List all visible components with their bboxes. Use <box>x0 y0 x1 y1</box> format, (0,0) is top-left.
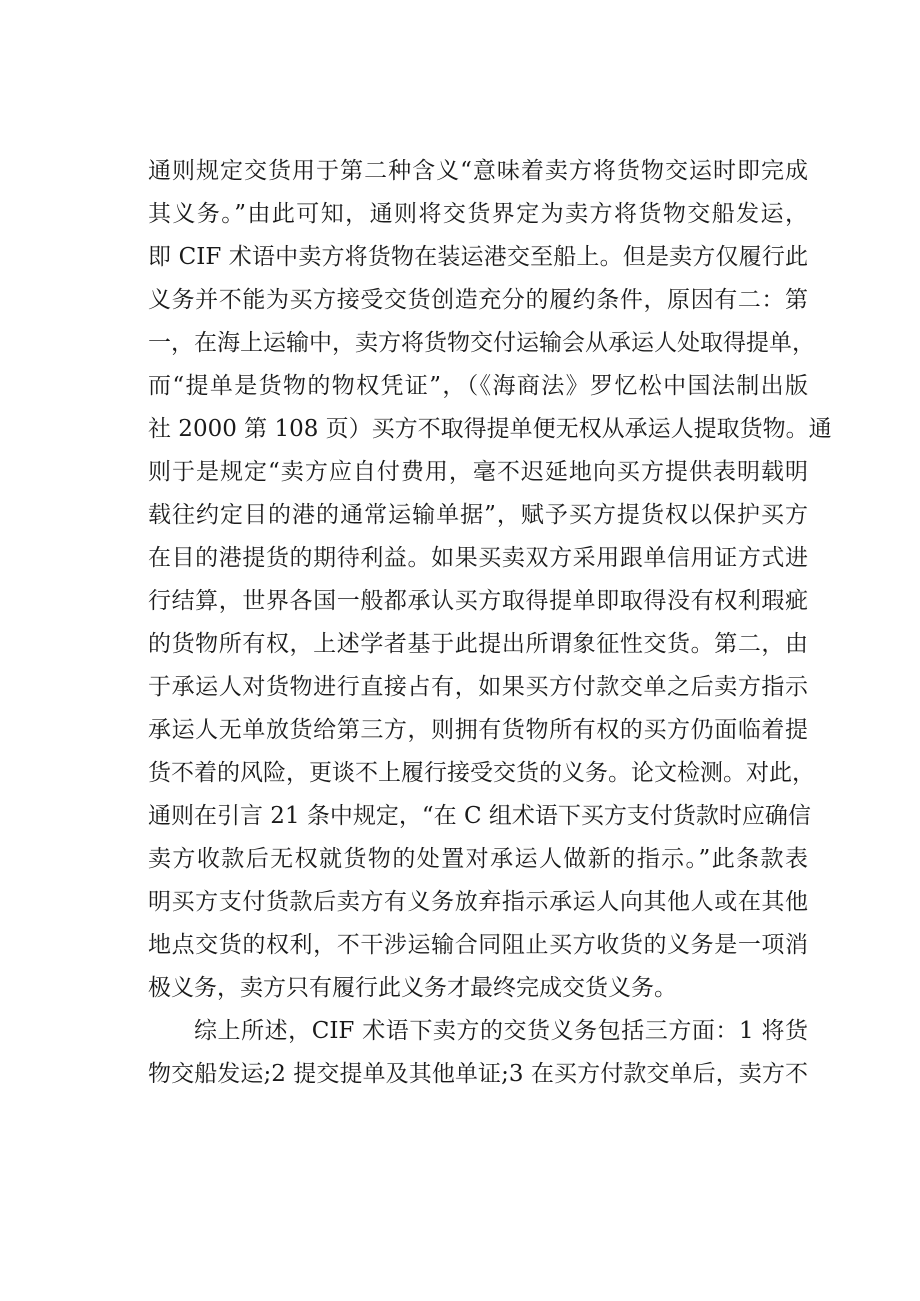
paragraph-1 <box>148 150 832 1010</box>
paragraph-2 <box>148 1010 808 1096</box>
text-line: 的货物所有权，上述学者基于此提出所谓象征性交货。第二，由 <box>148 631 808 657</box>
text-line: 于承运人对货物进行直接占有，如果买方付款交单之后卖方指示 <box>148 674 808 700</box>
text-line: 极义务，卖方只有履行此义务才最终完成交货义务。 <box>148 975 677 1001</box>
text-line: 在目的港提货的期待利益。如果买卖双方采用跟单信用证方式进 <box>148 545 808 571</box>
text-line: 承运人无单放货给第三方，则拥有货物所有权的买方仍面临着提 <box>148 717 808 743</box>
text-line: 义务并不能为买方接受交货创造充分的履约条件，原因有二：第 <box>148 287 808 313</box>
text-line: 通则在引言 21 条中规定，“在 C 组术语下买方支付货款时应确信 <box>148 803 811 829</box>
text-line: 其义务。”由此可知，通则将交货界定为卖方将货物交船发运， <box>148 201 808 227</box>
text-line: 而“提单是货物的物权凭证”，（《海商法》罗忆松中国法制出版 <box>148 373 808 399</box>
text-line: 一，在海上运输中，卖方将货物交付运输会从承运人处取得提单， <box>148 330 815 356</box>
text-line: 即 CIF 术语中卖方将货物在装运港交至船上。但是卖方仅履行此 <box>148 244 808 270</box>
text-line: 明买方支付货款后卖方有义务放弃指示承运人向其他人或在其他 <box>148 889 808 915</box>
text-line: 载往约定目的港的通常运输单据”，赋予买方提货权以保护买方 <box>148 502 808 528</box>
text-line: 地点交货的权利，不干涉运输合同阻止买方收货的义务是一项消 <box>148 932 808 958</box>
text-line: 物交船发运;2 提交提单及其他单证;3 在买方付款交单后，卖方不 <box>148 1061 808 1087</box>
text-line: 社 2000 第 108 页）买方不取得提单便无权从承运人提取货物。通 <box>148 416 832 442</box>
text-line: 通则规定交货用于第二种含义“意味着卖方将货物交运时即完成 <box>148 158 808 184</box>
body-text <box>148 150 832 1096</box>
text-line: 综上所述，CIF 术语下卖方的交货义务包括三方面：1 将货 <box>194 1018 808 1044</box>
text-line: 则于是规定“卖方应自付费用，毫不迟延地向买方提供表明载明 <box>148 459 808 485</box>
text-line: 行结算，世界各国一般都承认买方取得提单即取得没有权利瑕疵 <box>148 588 808 614</box>
text-line: 货不着的风险，更谈不上履行接受交货的义务。论文检测。对此， <box>148 760 815 786</box>
text-line: 卖方收款后无权就货物的处置对承运人做新的指示。”此条款表 <box>148 846 808 872</box>
